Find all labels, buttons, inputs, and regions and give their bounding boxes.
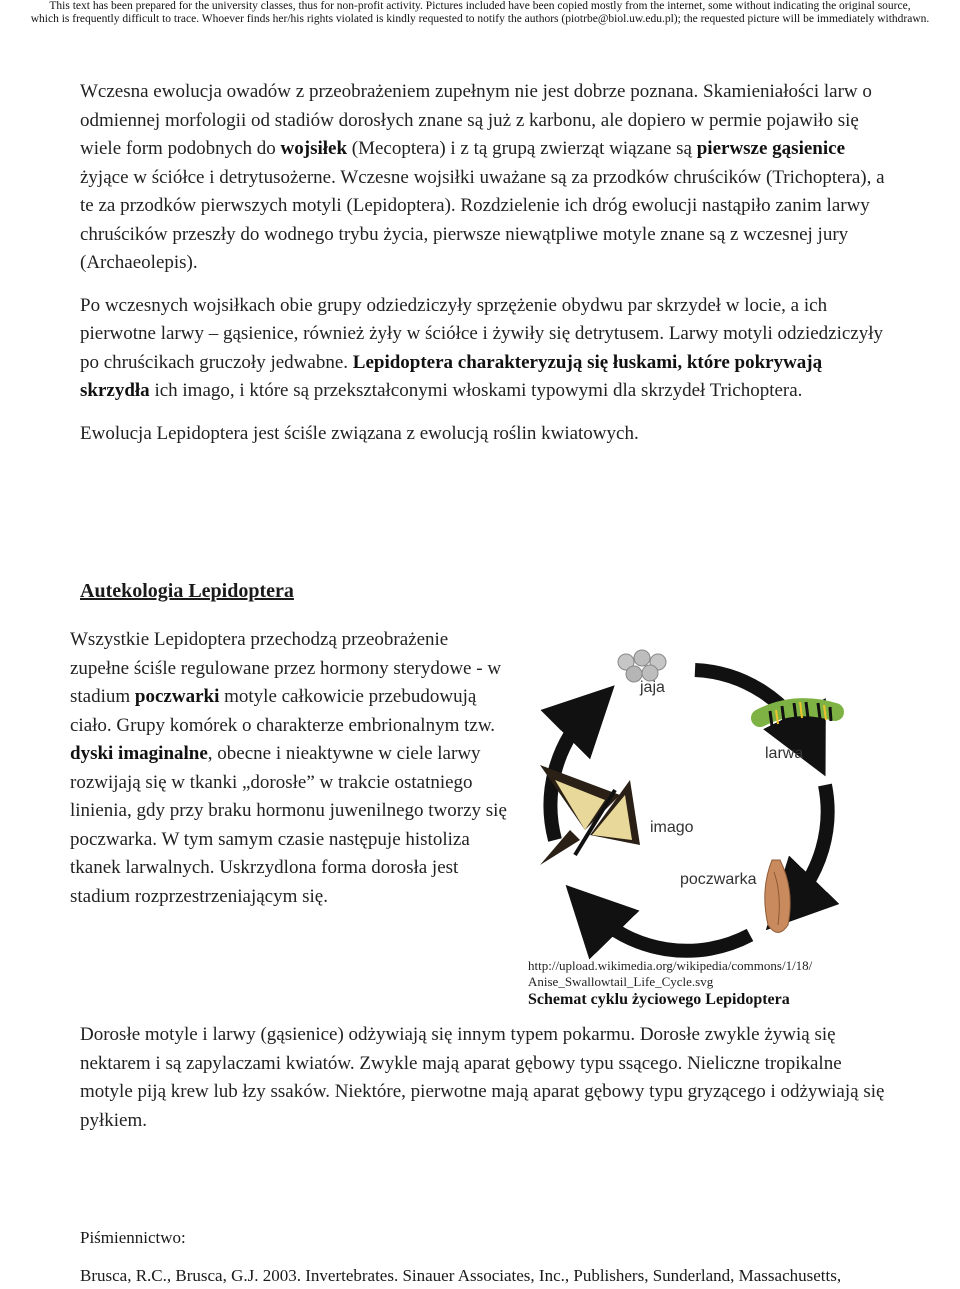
image-credit-url-line-2: Anise_Swallowtail_Life_Cycle.svg: [528, 974, 714, 989]
text-run: , obecne i nieaktywne w ciele larwy rozwijają się w tkanki „dorosłe” w trakcie ostatniego linienia, gdy przy braku hormonu juwenilnego tworzy się poczwarka. W tym samym czasie następuje histoliza tkanek larwalnych. Uskrzydlona forma dorosła jest stadium rozprzestrzeniającym się.: [70, 743, 507, 907]
reference-entry: Brusca, R.C., Brusca, G.J. 2003. Invertebrates. Sinauer Associates, Inc., Publishers, Sunderland, Massachusetts,: [80, 1266, 842, 1285]
text-run: Wczesna ewolucja owadów z przeobrażeniem zupełnym nie jest dobrze poznana. Skamieniałości larw o odmiennej morfologii od stadiów dorosłych znane są już z karbonu, ale dopiero w permie pojawiło się wiele form podobnych do: [80, 81, 872, 159]
copyright-notice-line-2: which is frequently difficult to trace. Whoever finds her/his rights violated is kindly requested to notify the authors (piotrbe@biol.uw.edu.pl); the requested picture will be immediately withdrawn.: [30, 13, 930, 25]
image-credit-url-line-1: http://upload.wikimedia.org/wikipedia/commons/1/18/: [528, 958, 813, 973]
label-adult: imago: [650, 819, 694, 836]
life-cycle-svg: [520, 640, 850, 960]
bold-term: wojsiłek: [280, 138, 348, 159]
copyright-notice: [0, 0, 960, 26]
text-run: motyle całkowicie przebudowują ciało. Grupy komórek o charakterze embrionalnym tzw.: [70, 686, 496, 736]
autecology-paragraph: [70, 626, 510, 911]
intro-paragraph-2: [80, 292, 895, 406]
text-run: Wszystkie Lepidoptera przechodzą przeobrażenie zupełne ściśle regulowane przez hormony sterydowe - w stadium: [70, 629, 502, 707]
image-credit: [528, 958, 812, 990]
bold-term: poczwarki: [134, 686, 220, 707]
autecology-text: [70, 626, 510, 911]
bold-term: dyski imaginalne: [70, 743, 208, 764]
text-run: żyjące w ściółce i detrytusożerne. Wczesne wojsiłki uważane są za przodków chruścików (Trichoptera), a te za przodków pierwszych motyli (Lepidoptera). Rozdzielenie ich dróg ewolucji nastąpiło zanim larwy chruścików przeszły do wodnego trybu życia, pierwsze niewątpliwe motyle znane są z wczesnej jury (Archaeolepis).: [80, 166, 885, 273]
life-cycle-diagram: [520, 640, 850, 960]
intro-section: [80, 78, 895, 448]
copyright-notice-line-1: This text has been prepared for the university classes, thus for non-profit activity. Pictures included have been copied mostly from the internet, some without indicating the original source,: [49, 0, 911, 12]
text-run: (Mecoptera) i z tą grupą zwierząt wiązane są: [347, 138, 697, 159]
section-heading: Autekologia Lepidoptera: [80, 580, 294, 602]
label-egg: jaja: [640, 679, 665, 696]
bold-term: Lepidoptera charakteryzują się łuskami, które pokrywają skrzydła: [80, 351, 823, 401]
intro-paragraph-3: [80, 420, 895, 449]
text-run: ich imago, i które są przekształconymi włoskami typowymi dla skrzydeł Trichoptera.: [149, 380, 803, 401]
arrow-larva-to-pupa: [790, 785, 828, 905]
label-larva: larwa: [765, 745, 804, 762]
feeding-section: [80, 1021, 895, 1135]
chrysalis-icon: [765, 860, 790, 933]
text-run: Dorosłe motyle i larwy (gąsienice) odżywiają się innym typem pokarmu. Dorosłe zwykle żywią się nektarem i są zapylaczami kwiatów. Zwykle mają aparat gębowy typu ssącego. Nieliczne tropikalne motyle piją krew lub łzy ssaków. Niektóre, pierwotne mają aparat gębowy typu gryzącego i odżywiają się pyłkiem.: [80, 1024, 885, 1131]
figure-caption: Schemat cyklu życiowego Lepidoptera: [528, 991, 790, 1008]
arrow-pupa-to-adult: [590, 910, 750, 951]
text-run: Po wczesnych wojsiłkach obie grupy odziedziczyły sprzężenie obydwu par skrzydeł w locie, a ich pierwotne larwy – gąsienice, również żyły w ściółce i żywiły się detrytusem. Larwy motyli odziedziczyły po chruścikach gruczoły jedwabne.: [80, 294, 884, 373]
label-pupa: poczwarka: [680, 871, 757, 888]
references-title: Piśmiennictwo:: [80, 1228, 186, 1247]
intro-paragraph-1: [80, 78, 895, 278]
text-run: Ewolucja Lepidoptera jest ściśle związana z ewolucją roślin kwiatowych.: [80, 422, 639, 444]
feeding-paragraph: [80, 1021, 895, 1135]
egg-cluster-icon: [618, 650, 666, 682]
bold-term: pierwsze gąsienice: [696, 138, 845, 159]
